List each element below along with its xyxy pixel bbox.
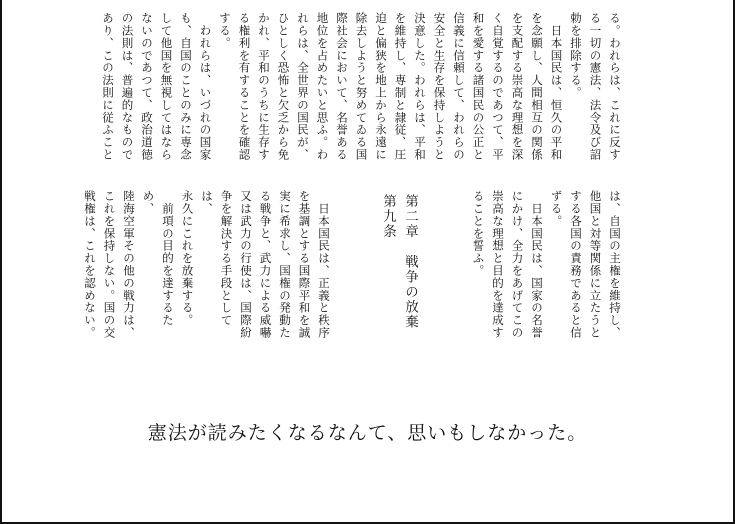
chapter-title: 第二章 戦争の放棄 [402, 194, 418, 330]
article-heading: 第九条 [380, 194, 396, 240]
chapter-heading [379, 194, 421, 354]
page-border-left [0, 0, 2, 524]
preamble-text-upper: る。われらは、これに反す る一切の憲法、法令及び詔 勅を排除する。 日本国民は、恒久の平和 を念願し、人間相互の関係 を支配する崇高な理想を深 く自覚するのであつて、平 和を愛する諸国民の公正と 信義に信頼して、われらの 安全と生存を保持しようと 決意した。われらは、平和 を維持し、専制と隷従、圧 迫と偏狭を地上から永遠に 除去しようと努めてゐる国 際社会において、名誉ある 地位を占めたいと思ふ。わ れらは、全世界の国民が、 ひとしく恐怖と欠乏から免 かれ、平和のうちに生存す る権利を有することを確認 する。 われらは、いづれの国家 も、自国のことのみに専念 して他国を無視してはなら ないのであつて、政治道徳 の法則は、普遍的なもので あり、この法則に従ふこと [101, 12, 622, 161]
preamble-text-lower: は、自国の主権を維持し、 他国と対等関係に立たうと する各国の責務であると信 ずる。 日本国民は、国家の名誉 にかけ、全力をあげてこの 崇高な理想と目的を達成す ることを誓ふ。 [471, 190, 622, 339]
article-nine-text: 日本国民は、正義と秩序 を基調とする国際平和を誠 実に希求し、国権の発動た る戦争と、武力による威嚇 又は武力の行使は、国際紛 争を解決する手段としては、 永久にこれを放棄する。 前項の目的を達するため、 陸海空軍その他の戦力は、 これを保持しない。国の交 戦権は、これを認めない。 [83, 190, 331, 339]
caption: 憲法が読みたくなるなんて、思いもしなかった。 [147, 422, 588, 444]
